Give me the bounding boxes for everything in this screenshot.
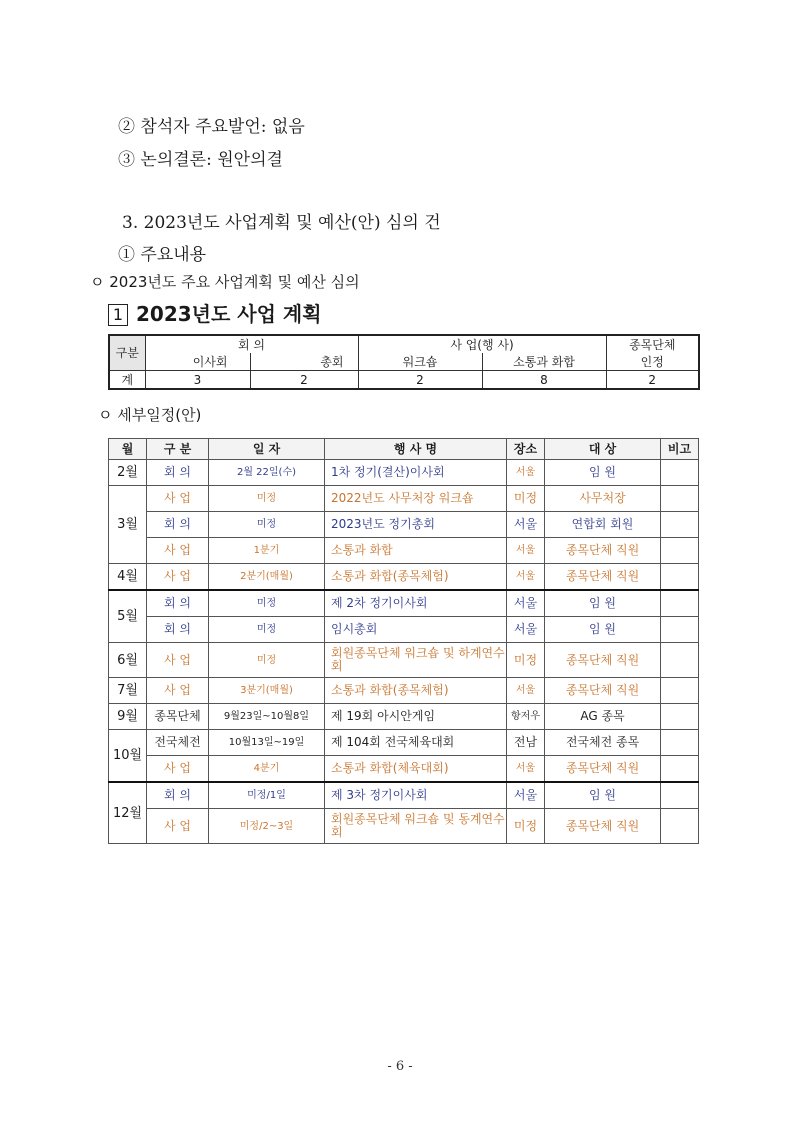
row-place: 미정: [507, 809, 545, 844]
row-place: 서울: [507, 678, 545, 704]
row-note: [661, 617, 699, 643]
row-note: [661, 809, 699, 844]
row-event: 소통과 화합(종목체험): [325, 564, 507, 591]
row-place: 전남: [507, 730, 545, 756]
row-date: 미정: [209, 512, 325, 538]
month-cell: 3월: [109, 486, 147, 564]
row-date: 10월13일~19일: [209, 730, 325, 756]
col-header-target: 대 상: [545, 439, 661, 460]
row-date: 미정: [209, 486, 325, 512]
row-target: 연합회 회원: [545, 512, 661, 538]
row-gubun: 회 의: [147, 590, 209, 617]
month-cell: 12월: [109, 782, 147, 844]
row-date: 2월 22일(수): [209, 460, 325, 486]
plan-header-business: 사 업(행 사): [358, 335, 606, 353]
plan-sub-general: 총회: [250, 353, 358, 371]
plan-sub-recognition: 인정: [606, 353, 699, 371]
plan-total-general: 2: [250, 371, 358, 390]
row-target: 종목단체 직원: [545, 756, 661, 783]
row-target: 임 원: [545, 460, 661, 486]
agenda-item-heading: 3. 2023년도 사업계획 및 예산(안) 심의 건: [122, 213, 441, 233]
month-cell: 2월: [109, 460, 147, 486]
row-note: [661, 643, 699, 678]
row-date: 미정/2~3일: [209, 809, 325, 844]
discussion-conclusion-line: ③ 논의결론: 원안의결: [118, 150, 283, 170]
row-event: 2023년도 정기총회: [325, 512, 507, 538]
row-gubun: 회 의: [147, 512, 209, 538]
row-event: 제 3차 정기이사회: [325, 782, 507, 809]
row-note: [661, 538, 699, 564]
plan-header-gubun: 구분: [109, 335, 145, 371]
row-target: 종목단체 직원: [545, 809, 661, 844]
plan-total-harmony: 8: [482, 371, 606, 390]
col-header-place: 장소: [507, 439, 545, 460]
row-target: 사무처장: [545, 486, 661, 512]
row-gubun: 사 업: [147, 538, 209, 564]
row-place: 서울: [507, 538, 545, 564]
col-header-month: 월: [109, 439, 147, 460]
row-event: 회원종목단체 워크숍 및 동계연수회: [325, 809, 507, 844]
row-target: 전국체전 종목: [545, 730, 661, 756]
row-target: AG 종목: [545, 704, 661, 730]
row-note: [661, 678, 699, 704]
row-place: 서울: [507, 782, 545, 809]
row-gubun: 사 업: [147, 678, 209, 704]
plan-total-label: 계: [109, 371, 145, 390]
row-place: 미정: [507, 643, 545, 678]
row-place: 서울: [507, 512, 545, 538]
section-title-text: 2023년도 사업 계획: [136, 302, 322, 326]
row-event: 회원종목단체 워크숍 및 하계연수회: [325, 643, 507, 678]
section-title: [108, 298, 322, 327]
row-date: 미정/1일: [209, 782, 325, 809]
row-place: 항저우: [507, 704, 545, 730]
row-place: 서울: [507, 756, 545, 783]
row-note: [661, 704, 699, 730]
row-note: [661, 564, 699, 591]
row-date: 1분기: [209, 538, 325, 564]
plan-sub-board: 이사회: [145, 353, 250, 371]
row-note: [661, 730, 699, 756]
month-cell: 5월: [109, 590, 147, 643]
row-target: 종목단체 직원: [545, 678, 661, 704]
row-date: 2분기(매월): [209, 564, 325, 591]
row-event: 제 2차 정기이사회: [325, 590, 507, 617]
row-gubun: 사 업: [147, 486, 209, 512]
main-content-label: ① 주요내용: [118, 245, 207, 265]
month-cell: 4월: [109, 564, 147, 591]
row-note: [661, 512, 699, 538]
discussion-remarks-line: ② 참석자 주요발언: 없음: [118, 117, 305, 137]
month-cell: 10월: [109, 730, 147, 783]
row-place: 서울: [507, 617, 545, 643]
row-note: [661, 486, 699, 512]
plan-sub-workshop: 워크숍: [358, 353, 482, 371]
col-header-gubun: 구 분: [147, 439, 209, 460]
row-note: [661, 590, 699, 617]
row-date: 미정: [209, 617, 325, 643]
row-event: 소통과 화합(종목체험): [325, 678, 507, 704]
section-number-box: 1: [108, 304, 128, 326]
month-cell: 9월: [109, 704, 147, 730]
bullet-schedule: ㅇ 세부일정(안): [98, 406, 202, 424]
row-event: 소통과 화합: [325, 538, 507, 564]
col-header-event: 행 사 명: [325, 439, 507, 460]
month-cell: 6월: [109, 643, 147, 678]
row-note: [661, 756, 699, 783]
plan-total-recognition: 2: [606, 371, 699, 390]
schedule-table: [108, 438, 699, 844]
row-gubun: 사 업: [147, 643, 209, 678]
row-place: 서울: [507, 590, 545, 617]
col-header-date: 일 자: [209, 439, 325, 460]
row-note: [661, 460, 699, 486]
row-event: 소통과 화합(체육대회): [325, 756, 507, 783]
col-header-note: 비고: [661, 439, 699, 460]
plan-sub-harmony: 소통과 화합: [482, 353, 606, 371]
row-place: 서울: [507, 564, 545, 591]
page-number: - 6 -: [387, 1059, 413, 1074]
row-target: 임 원: [545, 782, 661, 809]
row-gubun: 회 의: [147, 617, 209, 643]
row-place: 서울: [507, 460, 545, 486]
plan-total-board: 3: [145, 371, 250, 390]
row-event: 제 19회 아시안게임: [325, 704, 507, 730]
row-gubun: 사 업: [147, 564, 209, 591]
row-event: 임시총회: [325, 617, 507, 643]
row-place: 미정: [507, 486, 545, 512]
row-gubun: 회 의: [147, 782, 209, 809]
row-date: 3분기(매월): [209, 678, 325, 704]
row-date: 9월23일~10월8일: [209, 704, 325, 730]
plan-total-workshop: 2: [358, 371, 482, 390]
plan-header-meeting: 회 의: [145, 335, 358, 353]
row-target: 종목단체 직원: [545, 538, 661, 564]
row-gubun: 전국체전: [147, 730, 209, 756]
row-gubun: 종목단체: [147, 704, 209, 730]
plan-summary-table: [108, 334, 700, 390]
row-date: 4분기: [209, 756, 325, 783]
row-gubun: 사 업: [147, 809, 209, 844]
row-gubun: 사 업: [147, 756, 209, 783]
row-date: 미정: [209, 643, 325, 678]
plan-header-sport-org: 종목단체: [606, 335, 699, 353]
row-target: 임 원: [545, 590, 661, 617]
row-event: 1차 정기(결산)이사회: [325, 460, 507, 486]
row-note: [661, 782, 699, 809]
month-cell: 7월: [109, 678, 147, 704]
row-target: 임 원: [545, 617, 661, 643]
row-event: 제 104회 전국체육대회: [325, 730, 507, 756]
row-event: 2022년도 사무처장 워크숍: [325, 486, 507, 512]
row-date: 미정: [209, 590, 325, 617]
row-target: 종목단체 직원: [545, 643, 661, 678]
row-target: 종목단체 직원: [545, 564, 661, 591]
bullet-plan-review: ㅇ 2023년도 주요 사업계획 및 예산 심의: [90, 273, 360, 291]
row-gubun: 회 의: [147, 460, 209, 486]
